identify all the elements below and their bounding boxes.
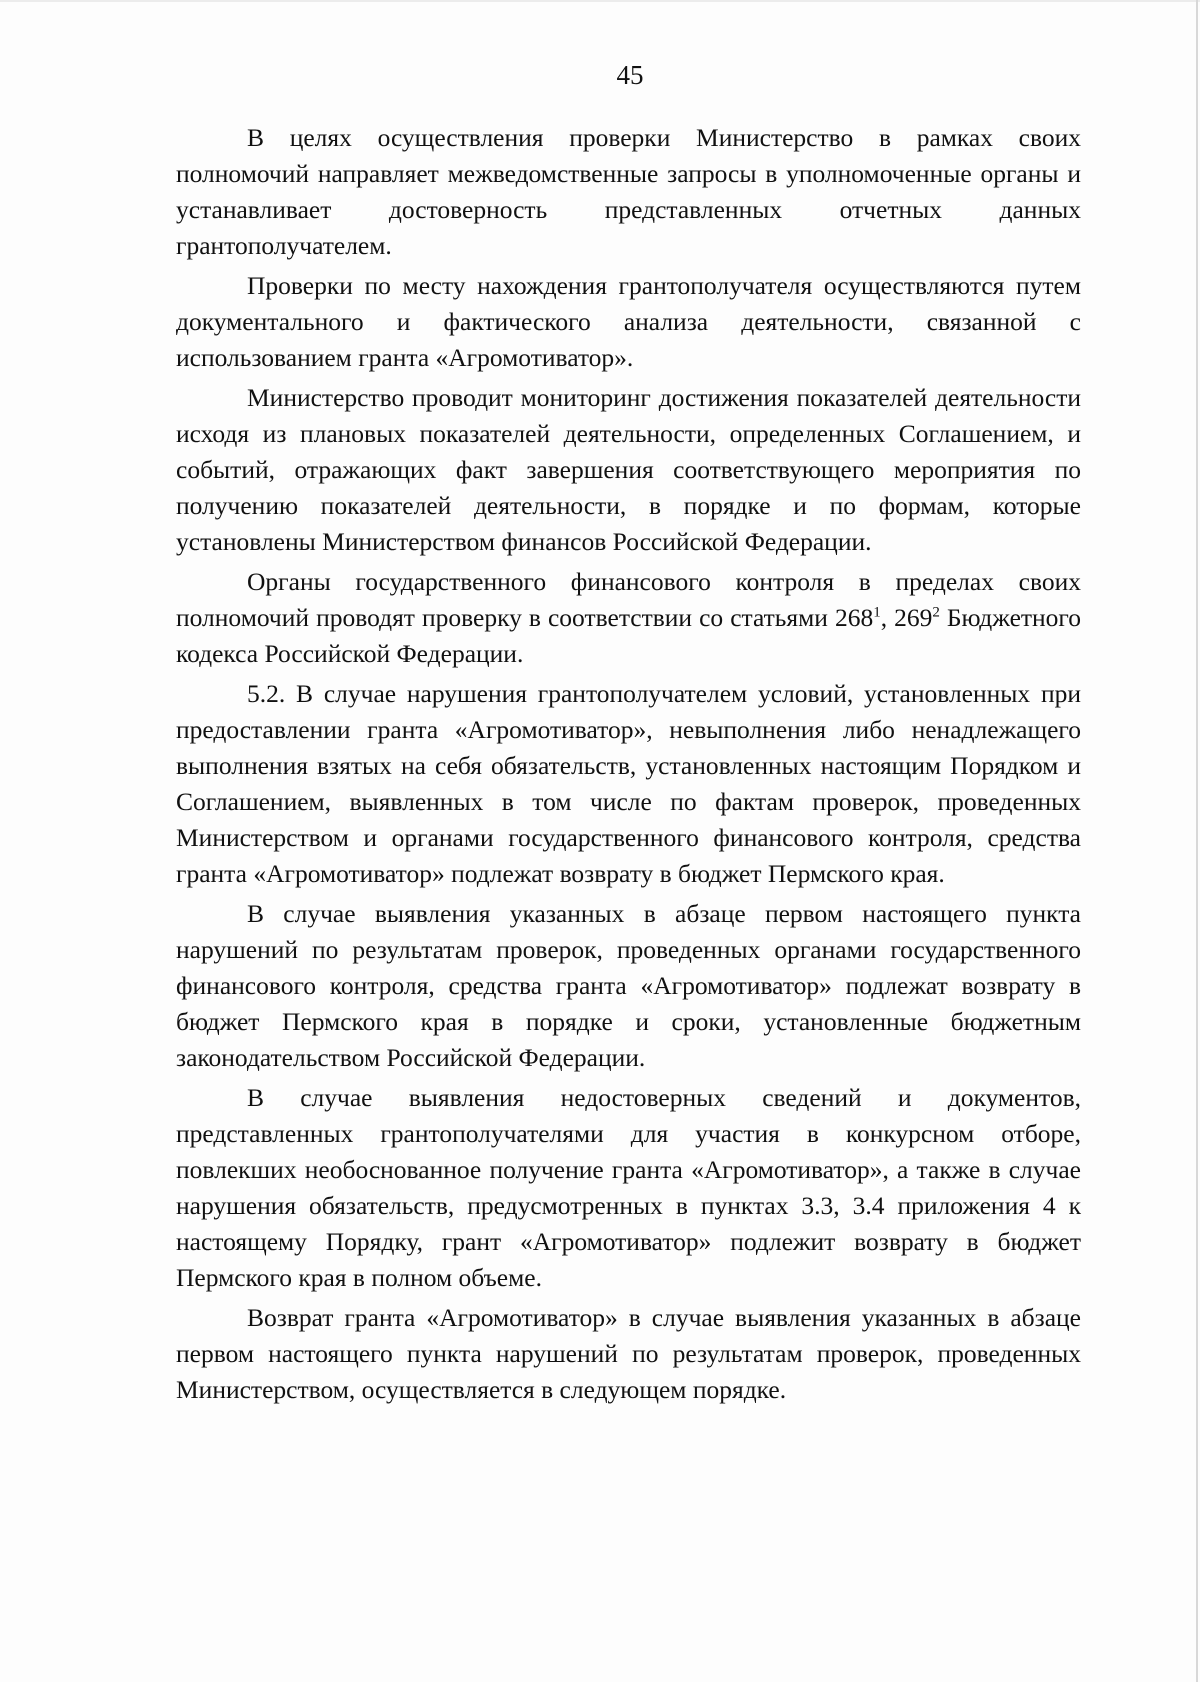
paragraph-onsite-checks: Проверки по месту нахождения грантополучателя осуществляются путем документального и фактического анализа деятельности, связанной с использованием гранта «Агромотиватор». bbox=[176, 271, 1081, 372]
paragraph-clause-5-2: 5.2. В случае нарушения грантополучателем условий, установленных при предоставлении гранта «Агромотиватор», невыполнения либо ненадлежащего выполнения взятых на себя обязательств, установленных настоящим Порядком и Соглашением, выявленных в том числе по фактам проверок, проведенных Министерством и органами государственного финансового контроля, средства гранта «Агромотиватор» подлежат возврату в бюджет Пермского края. bbox=[176, 679, 1081, 888]
control-text-part2: , 269 bbox=[880, 603, 933, 632]
paragraph-monitoring: Министерство проводит мониторинг достижения показателей деятельности исходя из плановых показателей деятельности, определенных Соглашением, и событий, отражающих факт завершения соответствующего мероприятия по получению показателей деятельности, в порядке и по формам, которые установлены Министерством финансов Российской Федерации. bbox=[176, 383, 1081, 556]
document-body bbox=[176, 120, 1081, 1412]
page-number: 45 bbox=[616, 60, 644, 90]
paragraph-false-information: В случае выявления недостоверных сведений и документов, представленных грантополучателями для участия в конкурсном отборе, повлекших необоснованное получение гранта «Агромотиватор», а также в случае нарушения обязательств, предусмотренных в пунктах 3.3, 3.4 приложения 4 к настоящему Порядку, грант «Агромотиватор» подлежит возврату в бюджет Пермского края в полном объеме. bbox=[176, 1083, 1081, 1292]
paragraph-verification: В целях осуществления проверки Министерство в рамках своих полномочий направляет межведомственные запросы в уполномоченные органы и устанавливает достоверность представленных отчетных данных грантополучателем. bbox=[176, 123, 1081, 260]
paragraph-return-procedure: Возврат гранта «Агромотиватор» в случае выявления указанных в абзаце первом настоящего пункта нарушений по результатам проверок, проведенных Министерством, осуществляется в следующем порядке. bbox=[176, 1303, 1081, 1404]
scan-edge-top bbox=[0, 0, 1200, 2]
control-text-part1: Органы государственного финансового контроля в пределах своих полномочий проводят проверку в соответствии со статьями 268 bbox=[176, 567, 1081, 632]
footnote-sup-1: 1 bbox=[873, 604, 881, 621]
paragraph-financial-control bbox=[176, 564, 1081, 672]
paragraph-violations-return: В случае выявления указанных в абзаце первом настоящего пункта нарушений по результатам проверок, проведенных органами государственного финансового контроля, средства гранта «Агромотиватор» подлежат возврату в бюджет Пермского края в порядке и сроки, установленные бюджетным законодательством Российской Федерации. bbox=[176, 899, 1081, 1072]
control-text-part3: Бюджетного кодекса Российской Федерации. bbox=[176, 603, 1081, 668]
scan-edge-right bbox=[1196, 0, 1198, 1682]
footnote-sup-2: 2 bbox=[932, 604, 940, 621]
